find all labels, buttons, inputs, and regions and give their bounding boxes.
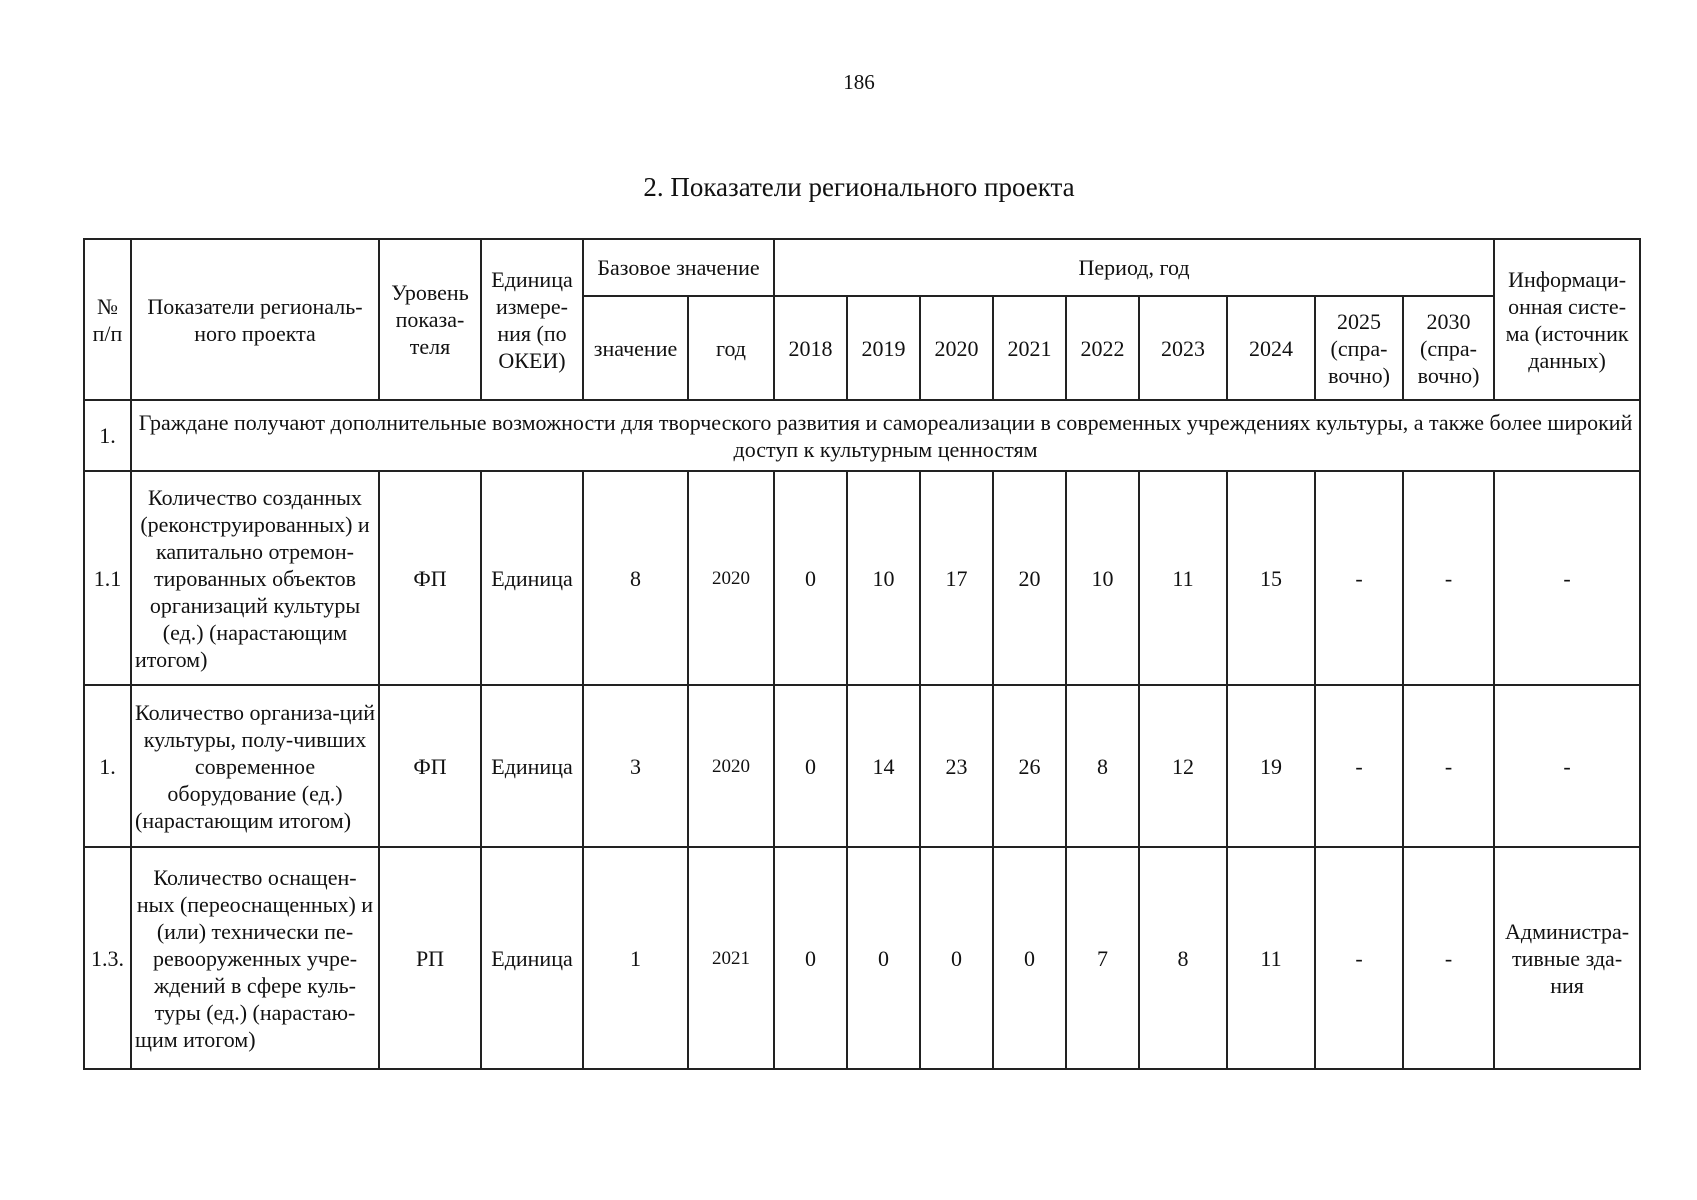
row-year-value: 15 [1227, 471, 1315, 685]
header-row-top [84, 239, 1640, 296]
row-year-value: 0 [774, 685, 847, 847]
table-row [84, 847, 1640, 1069]
header-base: Базовое значение [583, 239, 774, 296]
row-year-value: - [1403, 685, 1494, 847]
header-level: Уровень показа-теля [379, 239, 481, 400]
row-year-value: 23 [920, 685, 993, 847]
header-year: 2024 [1227, 296, 1315, 400]
row-year-value: 0 [847, 847, 920, 1069]
row-year-value: 12 [1139, 685, 1227, 847]
section-title: 2. Показатели регионального проекта [643, 172, 1075, 202]
header-info: Информаци-онная систе-ма (источник данных) [1494, 239, 1640, 400]
row-indicator-name: Количество оснащен-ных (переоснащенных) и (или) технически пе-ревооруженных учре-ждений в сфере куль-туры (ед.) (нарастаю-щим итогом) [131, 847, 379, 1069]
row-year-value: 0 [774, 471, 847, 685]
row-year-value: 26 [993, 685, 1066, 847]
row-year-value: 11 [1227, 847, 1315, 1069]
goal-row [84, 400, 1640, 471]
row-unit: Единица [481, 471, 583, 685]
row-year-value: 17 [920, 471, 993, 685]
row-year-value: 14 [847, 685, 920, 847]
table-row [84, 685, 1640, 847]
header-indicator: Показатели региональ-ного проекта [131, 239, 379, 400]
header-period: Период, год [774, 239, 1494, 296]
table-row [84, 471, 1640, 685]
row-year-value: - [1403, 471, 1494, 685]
row-num: 1.3. [84, 847, 131, 1069]
row-unit: Единица [481, 847, 583, 1069]
row-year-value: 10 [1066, 471, 1139, 685]
row-info-system: - [1494, 685, 1640, 847]
row-year-value: 7 [1066, 847, 1139, 1069]
page-number: 186 [843, 70, 875, 94]
row-num: 1. [84, 685, 131, 847]
row-info-system: Администра-тивные зда-ния [1494, 847, 1640, 1069]
row-year-value: 8 [1066, 685, 1139, 847]
header-year: 2023 [1139, 296, 1227, 400]
header-year: 2019 [847, 296, 920, 400]
header-base-year: год [688, 296, 774, 400]
row-year-value: 0 [993, 847, 1066, 1069]
goal-num: 1. [84, 400, 131, 471]
row-year-value: - [1315, 847, 1403, 1069]
row-base-year: 2021 [688, 847, 774, 1069]
row-level: ФП [379, 471, 481, 685]
header-year: 2020 [920, 296, 993, 400]
header-num: № п/п [84, 239, 131, 400]
row-year-value: - [1315, 471, 1403, 685]
row-info-system: - [1494, 471, 1640, 685]
header-base-value: значение [583, 296, 688, 400]
row-year-value: - [1315, 685, 1403, 847]
header-unit: Единица измере-ния (по ОКЕИ) [481, 239, 583, 400]
row-base-value: 1 [583, 847, 688, 1069]
row-year-value: 0 [920, 847, 993, 1069]
row-year-value: - [1403, 847, 1494, 1069]
header-year: 2022 [1066, 296, 1139, 400]
row-indicator-name: Количество созданных (реконструированных) и капитально отремон-тированных объектов организаций культуры (ед.) (нарастающим итогом) [131, 471, 379, 685]
row-base-value: 8 [583, 471, 688, 685]
row-base-year: 2020 [688, 685, 774, 847]
row-year-value: 11 [1139, 471, 1227, 685]
row-level: ФП [379, 685, 481, 847]
header-year: 2018 [774, 296, 847, 400]
row-year-value: 20 [993, 471, 1066, 685]
row-year-value: 8 [1139, 847, 1227, 1069]
row-base-year: 2020 [688, 471, 774, 685]
indicators-table [83, 238, 1641, 1070]
row-level: РП [379, 847, 481, 1069]
row-year-value: 10 [847, 471, 920, 685]
goal-text: Граждане получают дополнительные возможности для творческого развития и самореализации в современных учреждениях культуры, а также более широкий доступ к культурным ценностям [131, 400, 1640, 471]
row-year-value: 0 [774, 847, 847, 1069]
row-base-value: 3 [583, 685, 688, 847]
row-year-value: 19 [1227, 685, 1315, 847]
header-year: 2030 (спра-вочно) [1403, 296, 1494, 400]
row-num: 1.1 [84, 471, 131, 685]
row-indicator-name: Количество организа-ций культуры, полу-чивших современное оборудование (ед.) (нарастающим итогом) [131, 685, 379, 847]
header-year: 2021 [993, 296, 1066, 400]
header-year: 2025 (спра-вочно) [1315, 296, 1403, 400]
row-unit: Единица [481, 685, 583, 847]
